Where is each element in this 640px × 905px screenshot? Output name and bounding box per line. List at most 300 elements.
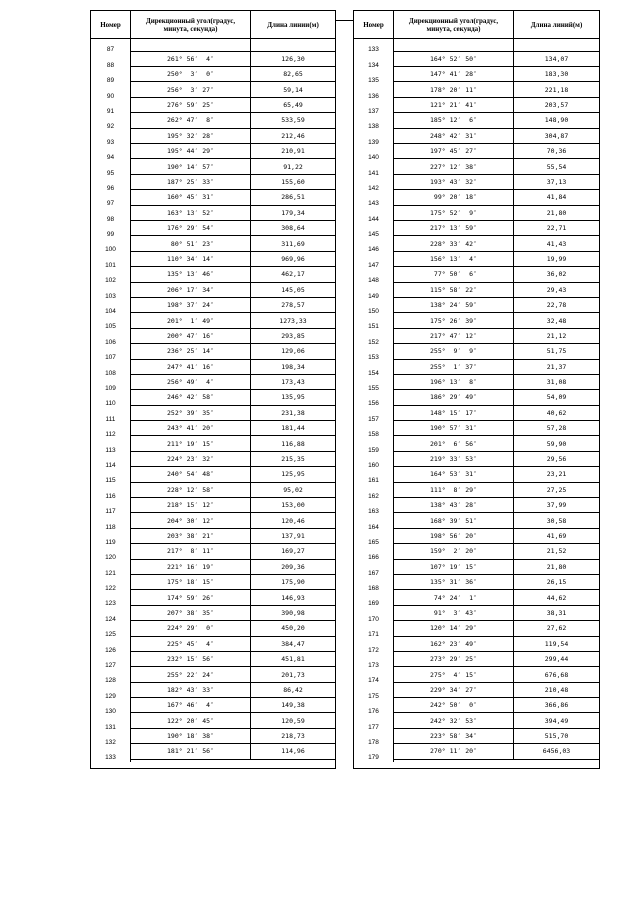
table-row xyxy=(131,344,335,359)
angle-cell: 242° 50′ 0″ xyxy=(394,698,514,712)
table-body xyxy=(354,39,599,768)
point-number: 121 xyxy=(105,569,116,577)
table-row xyxy=(131,390,335,405)
angle-cell: 247° 41′ 16″ xyxy=(131,360,251,374)
point-number: 108 xyxy=(105,369,116,377)
table-row xyxy=(131,206,335,221)
table-row xyxy=(131,267,335,282)
point-number-cell xyxy=(91,716,130,731)
point-number-cell xyxy=(91,562,130,577)
table-row xyxy=(394,421,599,436)
table-row xyxy=(394,283,599,298)
length-cell: 218,73 xyxy=(281,732,305,741)
point-number: 151 xyxy=(368,323,379,331)
angle-cell: 236° 25′ 14″ xyxy=(131,344,251,358)
length-cell: 27,25 xyxy=(546,485,567,494)
point-number: 119 xyxy=(105,538,116,546)
length-cell: 65,49 xyxy=(283,101,303,110)
angle-cell: 203° 38′ 21″ xyxy=(131,529,251,543)
angle-cell: 115° 58′ 22″ xyxy=(394,283,514,297)
point-number: 176 xyxy=(368,708,379,716)
angle-cell: 138° 24′ 59″ xyxy=(394,298,514,312)
point-number: 142 xyxy=(368,184,379,192)
point-number: 175 xyxy=(368,692,379,700)
table-row xyxy=(394,221,599,236)
point-number: 168 xyxy=(368,585,379,593)
point-number-cell xyxy=(354,301,393,316)
length-cell: 304,87 xyxy=(544,131,569,140)
point-number-cell xyxy=(91,101,130,116)
point-number: 148 xyxy=(368,277,379,285)
table-row xyxy=(394,698,599,713)
point-number: 115 xyxy=(105,477,116,485)
point-number: 97 xyxy=(106,200,115,208)
point-number: 170 xyxy=(368,615,379,623)
point-number-cell xyxy=(354,439,393,454)
length-cell xyxy=(514,39,599,51)
table-row xyxy=(394,113,599,128)
angle-cell: 207° 38′ 35″ xyxy=(131,606,251,620)
point-number: 162 xyxy=(368,492,379,500)
angle-cell: 195° 44′ 29″ xyxy=(131,144,251,158)
point-number: 130 xyxy=(105,708,116,716)
point-number: 129 xyxy=(105,692,116,700)
length-cell: 311,69 xyxy=(281,239,305,248)
header-length: Длина линий(м) xyxy=(530,20,583,29)
point-number-cell xyxy=(91,285,130,300)
length-cell: 137,91 xyxy=(281,531,305,540)
separator-line xyxy=(336,20,353,21)
table-row xyxy=(131,498,335,513)
point-number: 149 xyxy=(368,292,379,300)
table-row xyxy=(394,159,599,174)
angle-cell: 120° 14′ 29″ xyxy=(394,621,514,635)
length-cell: 215,35 xyxy=(281,455,305,464)
point-number-cell xyxy=(91,301,130,316)
table-row xyxy=(131,375,335,390)
point-number-cell xyxy=(91,39,130,54)
point-number-cell xyxy=(354,547,393,562)
point-number-cell xyxy=(91,439,130,454)
point-number: 93 xyxy=(106,138,115,146)
angle-cell: 256° 49′ 4″ xyxy=(131,375,251,389)
point-number-cell xyxy=(91,147,130,162)
angle-cell: 227° 12′ 38″ xyxy=(394,159,514,173)
table-row xyxy=(394,483,599,498)
point-number: 128 xyxy=(105,677,116,685)
length-cell: 44,62 xyxy=(546,593,567,602)
angle-cell: 206° 17′ 34″ xyxy=(131,283,251,297)
point-number: 133 xyxy=(368,46,379,54)
table-row xyxy=(131,252,335,267)
point-number-cell xyxy=(354,224,393,239)
length-cell: 450,20 xyxy=(281,624,305,633)
angle-cell: 77° 50′ 6″ xyxy=(394,267,514,281)
point-number-cell xyxy=(91,254,130,269)
length-cell: 116,88 xyxy=(281,439,305,448)
angle-cell: 135° 13′ 46″ xyxy=(131,267,251,281)
angle-cell: 163° 13′ 52″ xyxy=(131,206,251,220)
measurements-column xyxy=(394,39,599,760)
length-cell: 41,69 xyxy=(546,531,567,540)
point-number-cell xyxy=(354,516,393,531)
angle-cell: 175° 18′ 15″ xyxy=(131,575,251,589)
point-number: 163 xyxy=(368,508,379,516)
point-number: 91 xyxy=(106,107,115,115)
length-cell: 203,57 xyxy=(544,101,569,110)
angle-cell: 182° 43′ 33″ xyxy=(131,683,251,697)
length-cell: 19,99 xyxy=(546,254,567,263)
point-number-cell xyxy=(91,532,130,547)
point-number: 118 xyxy=(105,523,116,531)
table-row xyxy=(394,39,599,52)
length-cell: 201,73 xyxy=(281,670,305,679)
point-number: 109 xyxy=(105,384,116,392)
point-number-cell xyxy=(91,747,130,762)
table-row xyxy=(131,52,335,67)
angle-cell xyxy=(394,39,514,51)
point-number-cell xyxy=(354,501,393,516)
measurements-column xyxy=(131,39,335,760)
length-cell: 169,27 xyxy=(281,547,305,556)
point-number: 105 xyxy=(105,323,116,331)
angle-cell: 196° 13′ 8″ xyxy=(394,375,514,389)
point-number: 166 xyxy=(368,554,379,562)
point-number-cell xyxy=(354,608,393,623)
point-number-cell xyxy=(354,70,393,85)
table-row xyxy=(394,98,599,113)
length-cell: 59,90 xyxy=(546,439,567,448)
table-row xyxy=(131,67,335,82)
point-number-cell xyxy=(354,178,393,193)
point-number-cell xyxy=(354,639,393,654)
point-number: 173 xyxy=(368,662,379,670)
point-number-cell xyxy=(354,270,393,285)
point-number: 167 xyxy=(368,569,379,577)
length-cell: 278,57 xyxy=(281,301,305,310)
point-number: 102 xyxy=(105,277,116,285)
table-row xyxy=(394,236,599,251)
point-number-cell xyxy=(91,393,130,408)
point-number-column xyxy=(91,39,131,762)
length-cell: 31,08 xyxy=(546,378,567,387)
point-number-cell xyxy=(354,670,393,685)
point-number-cell xyxy=(354,532,393,547)
angle-cell: 204° 30′ 12″ xyxy=(131,513,251,527)
point-number: 90 xyxy=(106,92,115,100)
point-number: 94 xyxy=(106,154,115,162)
point-number-cell xyxy=(91,316,130,331)
point-number: 177 xyxy=(368,723,379,731)
point-number: 172 xyxy=(368,646,379,654)
table-row xyxy=(131,98,335,113)
table-row xyxy=(394,67,599,82)
table-row xyxy=(131,637,335,652)
angle-cell: 138° 43′ 28″ xyxy=(394,498,514,512)
angle-cell: 218° 15′ 12″ xyxy=(131,498,251,512)
angle-cell: 190° 57′ 31″ xyxy=(394,421,514,435)
point-number: 178 xyxy=(368,738,379,746)
point-number: 123 xyxy=(105,600,116,608)
angle-cell: 255° 22′ 24″ xyxy=(131,667,251,681)
angle-cell: 110° 34′ 14″ xyxy=(131,252,251,266)
point-number: 171 xyxy=(368,631,379,639)
length-cell: 59,14 xyxy=(283,85,303,94)
point-number-cell xyxy=(91,624,130,639)
angle-cell: 164° 52′ 50″ xyxy=(394,52,514,66)
point-number-cell xyxy=(91,455,130,470)
point-number-cell xyxy=(354,347,393,362)
angle-cell: 250° 3′ 0″ xyxy=(131,67,251,81)
angle-cell: 185° 12′ 6″ xyxy=(394,113,514,127)
length-cell: 21,12 xyxy=(546,331,567,340)
table-row xyxy=(131,82,335,97)
table-row xyxy=(394,360,599,375)
angle-cell: 248° 42′ 31″ xyxy=(394,129,514,143)
table-header xyxy=(354,11,599,39)
length-cell: 286,51 xyxy=(281,193,305,202)
table-row xyxy=(131,283,335,298)
table-row xyxy=(131,360,335,375)
angle-cell: 156° 13′ 4″ xyxy=(394,252,514,266)
point-number: 179 xyxy=(368,754,379,762)
table-row xyxy=(394,467,599,482)
table-row xyxy=(394,621,599,636)
length-cell: 212,46 xyxy=(281,131,305,140)
point-number-cell xyxy=(354,685,393,700)
point-number: 140 xyxy=(368,154,379,162)
length-cell: 149,38 xyxy=(281,701,305,710)
angle-cell: 217° 8′ 11″ xyxy=(131,544,251,558)
point-number-cell xyxy=(91,331,130,346)
table-row xyxy=(131,606,335,621)
angle-cell: 275° 4′ 15″ xyxy=(394,667,514,681)
point-number: 174 xyxy=(368,677,379,685)
point-number-cell xyxy=(91,131,130,146)
point-number-cell xyxy=(91,224,130,239)
point-number-cell xyxy=(91,378,130,393)
table-row xyxy=(394,529,599,544)
angle-cell: 162° 23′ 49″ xyxy=(394,637,514,651)
length-cell: 179,34 xyxy=(281,208,305,217)
point-number-cell xyxy=(91,670,130,685)
point-number: 122 xyxy=(105,585,116,593)
angle-cell: 122° 20′ 45″ xyxy=(131,713,251,727)
angle-cell: 74° 24′ 1″ xyxy=(394,590,514,604)
angle-cell: 217° 13′ 59″ xyxy=(394,221,514,235)
length-cell: 209,36 xyxy=(281,562,305,571)
table-row xyxy=(131,159,335,174)
point-number-cell xyxy=(91,485,130,500)
length-cell: 135,95 xyxy=(281,393,305,402)
table-row xyxy=(394,375,599,390)
length-cell: 146,93 xyxy=(281,593,305,602)
point-number: 110 xyxy=(105,400,116,408)
length-cell: 515,70 xyxy=(544,732,569,741)
length-cell: 145,05 xyxy=(281,285,305,294)
table-row xyxy=(394,575,599,590)
angle-cell: 111° 8′ 29″ xyxy=(394,483,514,497)
angle-cell: 198° 37′ 24″ xyxy=(131,298,251,312)
angle-cell: 228° 33′ 42″ xyxy=(394,236,514,250)
angle-cell: 276° 59′ 25″ xyxy=(131,98,251,112)
length-cell: 114,96 xyxy=(281,747,305,756)
length-cell: 82,65 xyxy=(283,70,303,79)
angle-cell: 243° 41′ 20″ xyxy=(131,421,251,435)
angle-cell: 176° 29′ 54″ xyxy=(131,221,251,235)
point-number-cell xyxy=(354,455,393,470)
point-number: 137 xyxy=(368,107,379,115)
point-number: 99 xyxy=(106,231,115,239)
point-number: 136 xyxy=(368,92,379,100)
length-cell: 299,44 xyxy=(544,655,569,664)
length-cell: 183,30 xyxy=(544,70,569,79)
angle-cell: 221° 16′ 19″ xyxy=(131,560,251,574)
point-number-cell xyxy=(354,562,393,577)
point-number: 154 xyxy=(368,369,379,377)
table-row xyxy=(131,190,335,205)
angle-cell: 262° 47′ 8″ xyxy=(131,113,251,127)
length-cell: 394,49 xyxy=(544,716,569,725)
length-cell: 969,96 xyxy=(281,254,305,263)
point-number: 153 xyxy=(368,354,379,362)
length-cell: 210,48 xyxy=(544,685,569,694)
point-number-cell xyxy=(91,85,130,100)
length-cell: 22,78 xyxy=(546,301,567,310)
table-row xyxy=(131,221,335,236)
point-number-cell xyxy=(91,408,130,423)
length-cell: 119,54 xyxy=(544,639,569,648)
length-cell: 384,47 xyxy=(281,639,305,648)
point-number-cell xyxy=(354,54,393,69)
point-number-cell xyxy=(91,639,130,654)
point-number-column xyxy=(354,39,394,762)
point-number: 164 xyxy=(368,523,379,531)
table-row xyxy=(394,190,599,205)
table-row xyxy=(131,652,335,667)
angle-cell: 201° 6′ 56″ xyxy=(394,436,514,450)
point-number: 127 xyxy=(105,662,116,670)
length-cell: 210,91 xyxy=(281,147,305,156)
point-number: 120 xyxy=(105,554,116,562)
point-number-cell xyxy=(354,116,393,131)
point-number-cell xyxy=(91,547,130,562)
point-number: 88 xyxy=(106,61,115,69)
point-number: 157 xyxy=(368,415,379,423)
table-row xyxy=(394,590,599,605)
length-cell: 55,54 xyxy=(546,162,567,171)
table-row xyxy=(394,744,599,759)
length-cell: 175,90 xyxy=(281,578,305,587)
table-row xyxy=(394,498,599,513)
table-row xyxy=(131,713,335,728)
point-number-cell xyxy=(91,701,130,716)
angle-cell: 107° 19′ 15″ xyxy=(394,560,514,574)
point-number-cell xyxy=(91,501,130,516)
point-number: 92 xyxy=(106,123,115,131)
angle-cell: 198° 56′ 20″ xyxy=(394,529,514,543)
length-cell: 41,43 xyxy=(546,239,567,248)
point-number-cell xyxy=(91,239,130,254)
length-cell: 37,99 xyxy=(546,501,567,510)
angle-cell: 147° 41′ 28″ xyxy=(394,67,514,81)
length-cell: 366,86 xyxy=(544,701,569,710)
point-number: 144 xyxy=(368,215,379,223)
table-row xyxy=(394,252,599,267)
angle-cell: 159° 2′ 20″ xyxy=(394,544,514,558)
point-number: 117 xyxy=(105,508,116,516)
length-cell: 153,00 xyxy=(281,501,305,510)
length-cell: 22,71 xyxy=(546,224,567,233)
point-number-cell xyxy=(354,716,393,731)
table-row xyxy=(131,698,335,713)
point-number: 132 xyxy=(105,738,116,746)
angle-cell: 99° 20′ 18″ xyxy=(394,190,514,204)
table-row xyxy=(131,529,335,544)
point-number-cell xyxy=(354,732,393,747)
table-row xyxy=(131,452,335,467)
table-header xyxy=(91,11,335,39)
header-number: Номер xyxy=(91,11,131,38)
length-cell: 57,28 xyxy=(546,424,567,433)
table-row xyxy=(131,513,335,528)
point-number-cell xyxy=(354,254,393,269)
point-number: 96 xyxy=(106,184,115,192)
angle-cell: 229° 34′ 27″ xyxy=(394,683,514,697)
point-number-cell xyxy=(354,655,393,670)
table-row xyxy=(394,52,599,67)
angle-cell: 121° 21′ 41″ xyxy=(394,98,514,112)
angle-cell: 252° 39′ 35″ xyxy=(131,406,251,420)
length-cell: 173,43 xyxy=(281,378,305,387)
point-number: 165 xyxy=(368,538,379,546)
length-cell: 181,44 xyxy=(281,424,305,433)
point-number: 95 xyxy=(106,169,115,177)
point-number-cell xyxy=(354,624,393,639)
length-cell: 120,59 xyxy=(281,716,305,725)
point-number: 159 xyxy=(368,446,379,454)
angle-cell: 174° 59′ 26″ xyxy=(131,590,251,604)
point-number-cell xyxy=(354,408,393,423)
point-number-cell xyxy=(91,578,130,593)
length-cell: 91,22 xyxy=(283,162,303,171)
table-row xyxy=(131,590,335,605)
point-number-cell xyxy=(91,362,130,377)
length-cell: 451,81 xyxy=(281,655,305,664)
point-number: 133 xyxy=(105,754,116,762)
point-number: 126 xyxy=(105,646,116,654)
angle-cell: 211° 19′ 15″ xyxy=(131,436,251,450)
angle-cell: 187° 25′ 33″ xyxy=(131,175,251,189)
header-length: Длина линии(м) xyxy=(267,20,319,29)
point-number-cell xyxy=(354,331,393,346)
angle-cell: 261° 56′ 4″ xyxy=(131,52,251,66)
angle-cell: 240° 54′ 48″ xyxy=(131,467,251,481)
point-number-cell xyxy=(354,285,393,300)
point-number-cell xyxy=(354,101,393,116)
point-number: 87 xyxy=(106,46,115,54)
angle-cell: 255° 9′ 9″ xyxy=(394,344,514,358)
length-cell: 155,60 xyxy=(281,178,305,186)
table-row xyxy=(131,744,335,759)
point-number-cell xyxy=(91,608,130,623)
point-number: 138 xyxy=(368,123,379,131)
point-number-cell xyxy=(91,732,130,747)
angle-cell: 255° 1′ 37″ xyxy=(394,360,514,374)
table-row xyxy=(131,544,335,559)
table-row xyxy=(394,267,599,282)
length-cell: 676,68 xyxy=(544,670,569,679)
